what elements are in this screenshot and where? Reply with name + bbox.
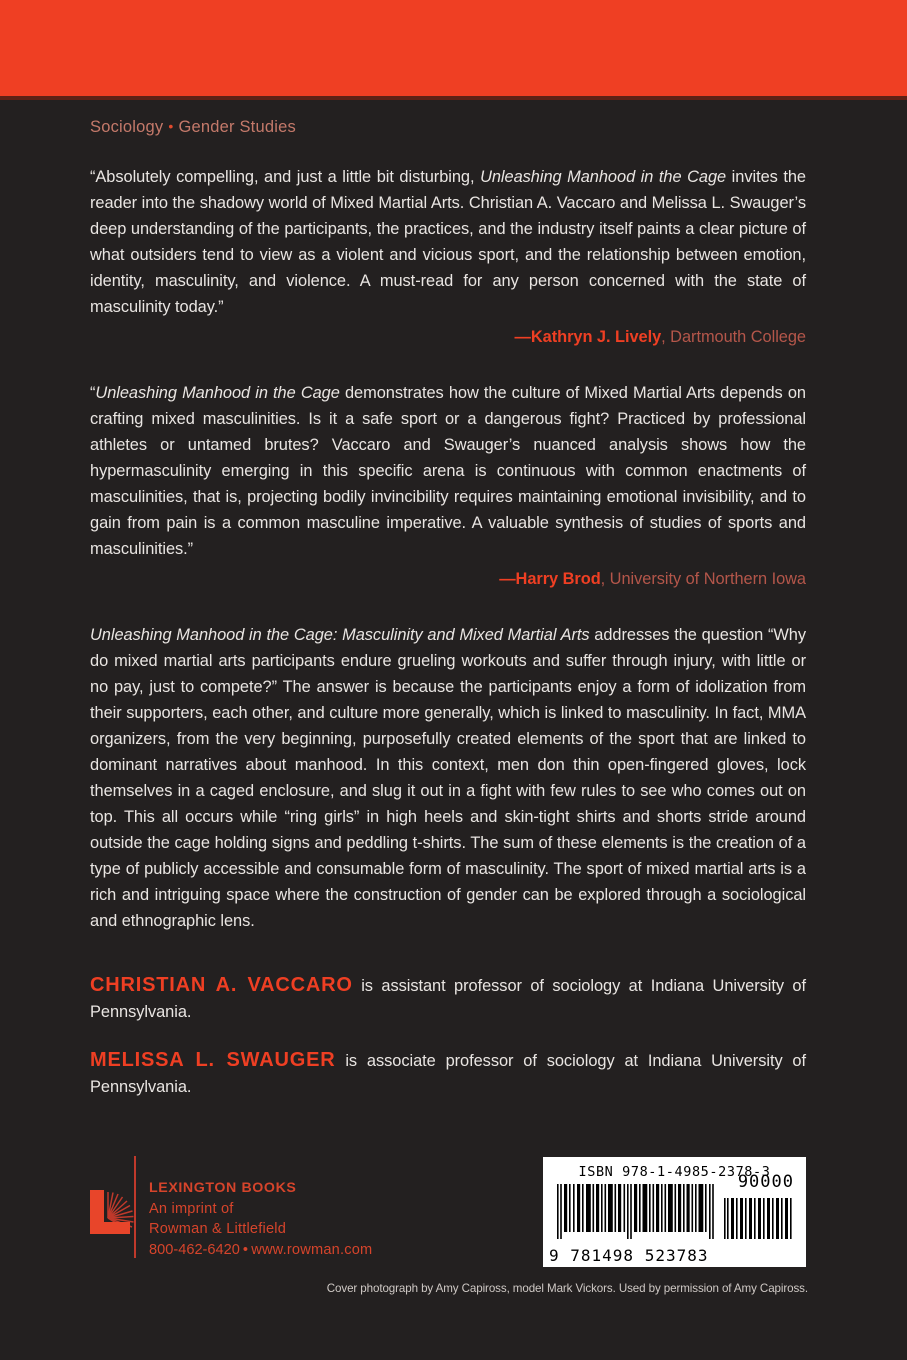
book-description bbox=[90, 622, 806, 934]
blurb-2-rest: demonstrates how the culture of Mixed Martial Arts depends on crafting mixed masculinities. Is it a safe sport or a dangerous fight? Practiced by professional athletes or untamed brutes? Vaccaro and Swauger’s nuanced analysis shows how the hypermasculinity emerging in this specific arena is continuous with common enactments of masculinities, that is, projecting bodily invincibility requires maintaining emotional invisibility, and to gain from pain is a common masculine imperative. A valuable synthesis of studies of sports and masculinities.” bbox=[90, 383, 806, 558]
subject-category-line bbox=[90, 118, 806, 138]
blurb-1-book-title: Unleashing Manhood in the Cage bbox=[480, 167, 727, 186]
ean-digits-label: 9 781498 523783 bbox=[549, 1246, 709, 1265]
description-book-title: Unleashing Manhood in the Cage: Masculinity and Mixed Martial Arts bbox=[90, 625, 590, 644]
isbn-number-label: ISBN 978-1-4985-2378-3 bbox=[578, 1164, 771, 1180]
publisher-website: www.rowman.com bbox=[251, 1241, 373, 1258]
author-2-name: MELISSA L. SWAUGER bbox=[90, 1048, 336, 1071]
blurb-1-dash: — bbox=[514, 327, 531, 346]
blurb-quote-2 bbox=[90, 380, 806, 562]
cover-photo-credit: Cover photograph by Amy Capiross, model Mark Vickors. Used by permission of Amy Capiross. bbox=[326, 1282, 808, 1295]
contact-bullet-icon: • bbox=[242, 1241, 249, 1258]
blurb-2-attrib-name: Harry Brod bbox=[515, 569, 601, 588]
publisher-parent-company: Rowman & Littlefield bbox=[149, 1221, 287, 1237]
blurb-1-attrib-institution: , Dartmouth College bbox=[661, 327, 806, 346]
blurb-attribution-1 bbox=[90, 324, 806, 350]
blurb-1-attrib-name: Kathryn J. Lively bbox=[530, 327, 662, 346]
top-orange-band bbox=[0, 0, 907, 96]
spacer-4 bbox=[90, 1025, 806, 1047]
blurb-2-dash: — bbox=[499, 569, 516, 588]
category-primary: Sociology bbox=[90, 118, 164, 136]
description-body: addresses the question “Why do mixed martial arts participants endure grueling workouts and suffer through injury, with little or no pay, just to compete?” The answer is because the participants enjoy a form of idolization from their supporters, each other, and culture more generally, which is linked to masculinity. In fact, MMA organizers, from the very beginning, purposefully created elements of the sport that are linked to dominant narratives about manhood. In this context, men don thin open-fingered gloves, lock themselves in a caged enclosure, and slug it out in a fight with few rules to see who comes out on top. This all occurs while “ring girls” in high heels and skin-tight shirts and shorts stride around outside the cage holding signs and peddling t-shirts. The sum of these elements is the creation of a type of publicly accessible and consumable form of masculinity. The sport of mixed martial arts is a rich and intriguing space where the construction of gender can be explored through a sociological and ethnographic lens. bbox=[90, 625, 806, 930]
author-1-bio-text: is assistant professor of sociology at Indiana University of Pennsylvania. bbox=[90, 976, 807, 1021]
isbn-barcode bbox=[543, 1157, 806, 1267]
publisher-block bbox=[88, 1152, 418, 1272]
author-bio-1 bbox=[90, 972, 806, 1025]
publisher-imprint-name: LEXINGTON BOOKS bbox=[149, 1180, 297, 1196]
cover-content-column bbox=[90, 118, 806, 1100]
publisher-phone: 800-462-6420 bbox=[149, 1241, 240, 1258]
spacer-1 bbox=[90, 350, 806, 380]
blurb-2-book-title: Unleashing Manhood in the Cage bbox=[95, 383, 340, 402]
blurb-1-rest: invites the reader into the shadowy world of Mixed Martial Arts. Christian A. Vaccaro and Melissa L. Swauger’s deep understanding of the participants, the practices, and the industry itself paints a clear picture of what outsiders tend to view as a violent and vicious sport, and the relationship between emotion, identity, masculinity, and violence. A must-read for any person concerned with the state of masculinity today.” bbox=[90, 167, 806, 316]
publisher-text-lines bbox=[149, 1178, 372, 1260]
blurb-2-attrib-institution: , University of Northern Iowa bbox=[600, 569, 806, 588]
ean13-bars-icon bbox=[557, 1184, 717, 1239]
blurb-2-open: “ bbox=[90, 383, 96, 402]
category-secondary: Gender Studies bbox=[178, 118, 296, 136]
band-divider-rule bbox=[0, 96, 907, 100]
author-bio-2 bbox=[90, 1047, 806, 1100]
lexington-l-sunburst-logo-icon bbox=[88, 1188, 136, 1236]
blurb-quote-1 bbox=[90, 164, 806, 320]
spacer-3 bbox=[90, 934, 806, 972]
spacer-2 bbox=[90, 592, 806, 622]
author-1-name: CHRISTIAN A. VACCARO bbox=[90, 973, 353, 996]
publisher-line-imprint-of: An imprint of bbox=[149, 1200, 234, 1217]
author-2-bio-text: is associate professor of sociology at Indiana University of Pennsylvania. bbox=[90, 1051, 807, 1096]
publisher-contact-line bbox=[149, 1240, 372, 1261]
publisher-divider-line bbox=[134, 1156, 136, 1258]
price-code-label: 90000 bbox=[737, 1172, 794, 1192]
bullet-separator-icon: • bbox=[168, 118, 174, 134]
ean5-addon-bars-icon bbox=[724, 1198, 794, 1239]
blurb-attribution-2 bbox=[90, 566, 806, 592]
blurb-1-open: “Absolutely compelling, and just a little bit disturbing, bbox=[90, 167, 481, 186]
